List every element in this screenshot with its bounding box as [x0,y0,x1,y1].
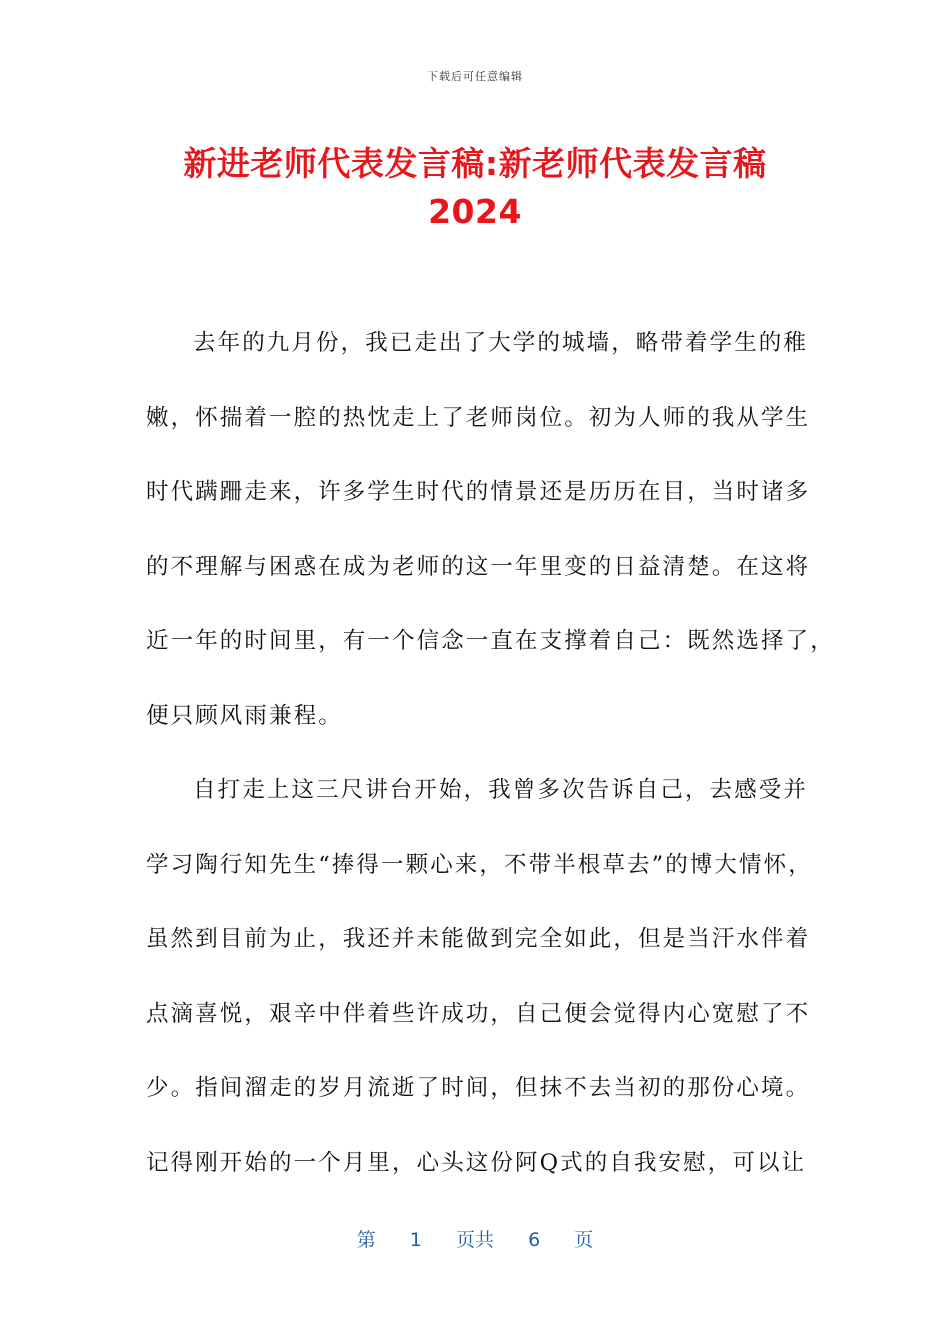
page-footer [0,1225,950,1252]
body-line: 自打走上这三尺讲台开始，我曾多次告诉自己，去感受并 [193,777,809,803]
body-line: 近一年的时间里，有一个信念一直在支撑着自己：既然选择了， [146,628,835,654]
footer-prefix: 第 [356,1229,376,1251]
body-line: 去年的九月份，我已走出了大学的城墙，略带着学生的稚 [193,330,809,356]
body-line: 时代蹒跚走来，许多学生时代的情景还是历历在目，当时诸多 [146,479,811,505]
body-line: 少。指间溜走的岁月流逝了时间，但抹不去当初的那份心境。 [146,1075,811,1101]
document-title [120,140,830,236]
footer-middle: 页共 [455,1229,494,1251]
body-line: 虽然到目前为止，我还并未能做到完全如此，但是当汗水伴着 [146,926,811,952]
body-line: 点滴喜悦，艰辛中伴着些许成功，自己便会觉得内心宽慰了不 [146,1000,811,1027]
body-line: 嫩，怀揣着一腔的热忱走上了老师岗位。初为人师的我从学生 [146,404,811,431]
header-note: 下载后可任意编辑 [427,70,523,83]
footer-page-number: 1 [409,1229,422,1251]
body-line: 记得刚开始的一个月里，心头这份阿Q式的自我安慰，可以让 [146,1149,807,1176]
body-line: 便只顾风雨兼程。 [146,702,343,729]
title-line-2: 2024 [428,192,522,231]
title-line-1: 新进老师代表发言稿:新老师代表发言稿 [183,144,767,183]
body-line: 学习陶行知先生“捧得一颗心来，不带半根草去”的博大情怀， [146,851,813,878]
body-text [146,318,835,1212]
body-line: 的不理解与困惑在成为老师的这一年里变的日益清楚。在这将 [146,553,811,580]
footer-suffix: 页 [574,1229,594,1251]
footer-total-pages: 6 [528,1229,541,1251]
